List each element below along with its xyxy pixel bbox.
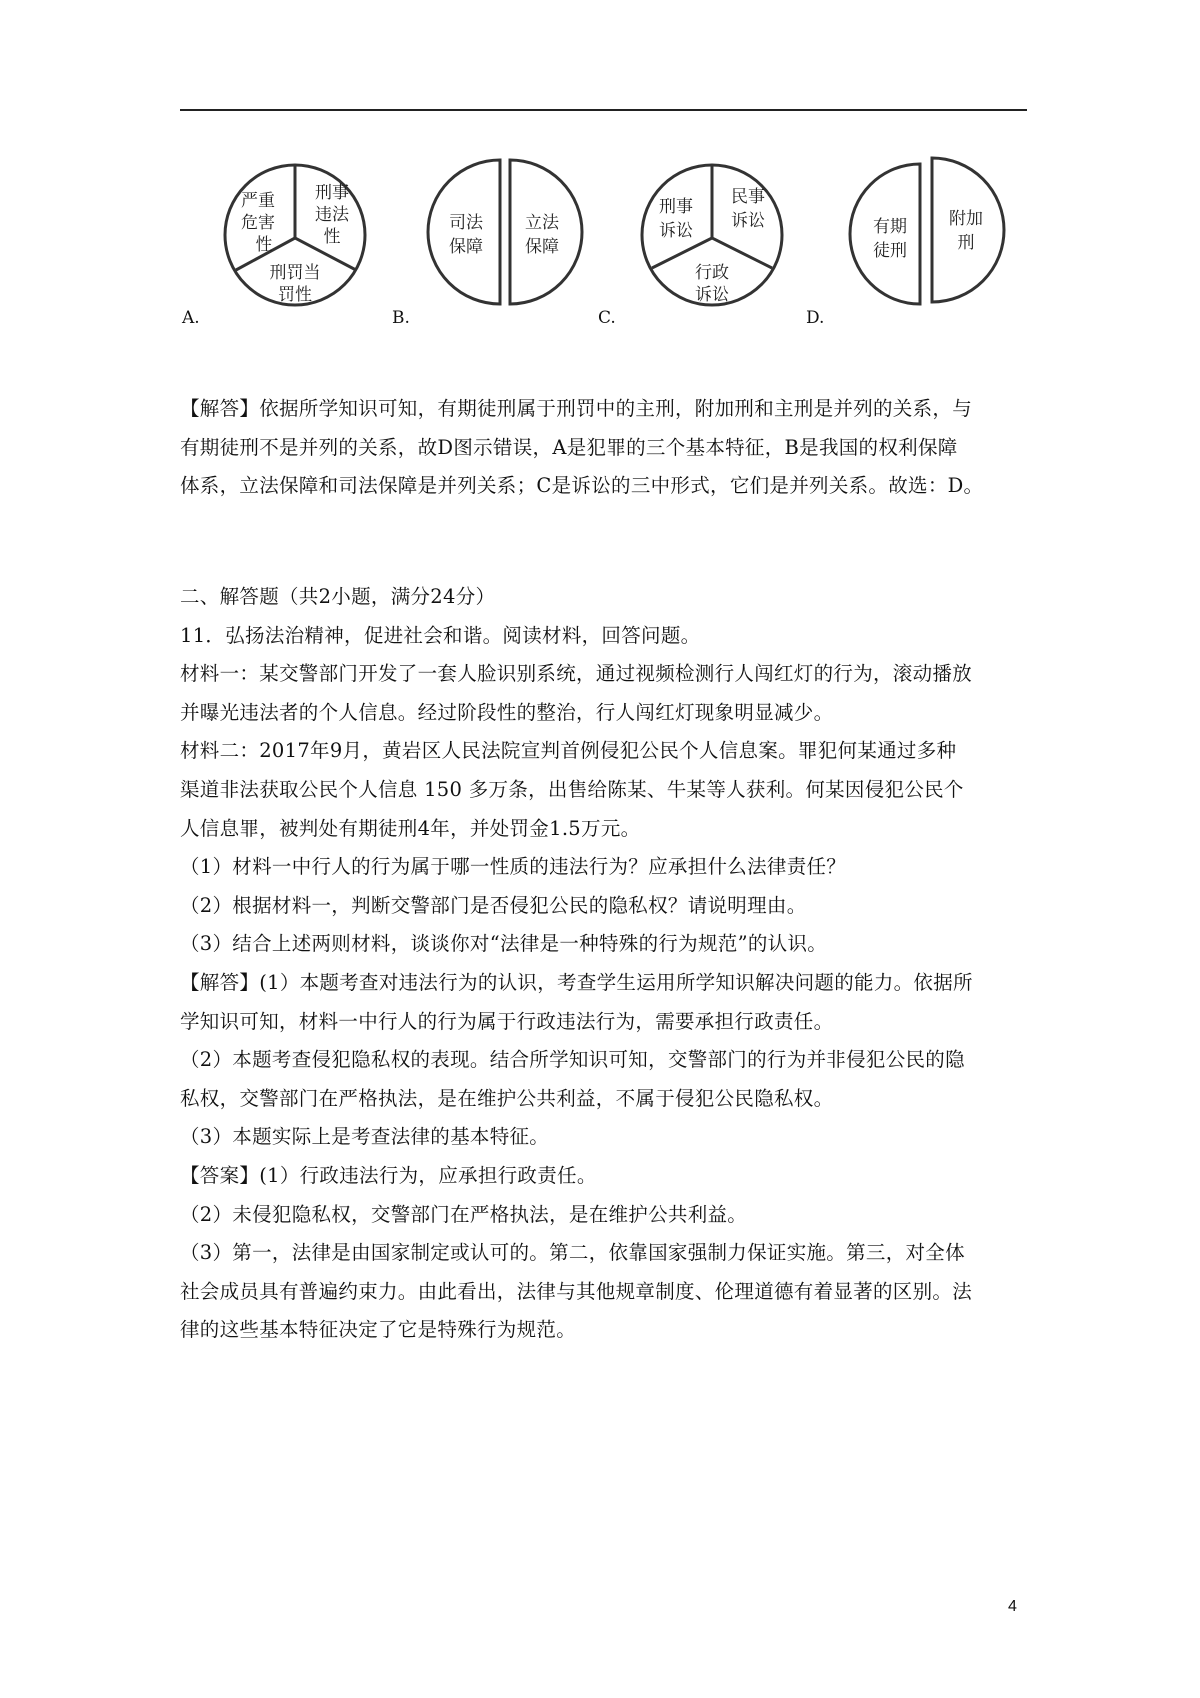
diagram-d-seg2-line1: 附加: [949, 209, 983, 229]
diagram-a-seg1-line2: 危害: [241, 213, 275, 233]
diagram-b: [418, 150, 588, 330]
option-b-label: B.: [392, 308, 410, 328]
diagram-a-seg1-line3: 性: [255, 235, 273, 255]
section-two: [180, 578, 1030, 1350]
material-line: 人信息罪，被判处有期徒刑4年，并处罚金1.5万元。: [180, 816, 641, 840]
diagram-d-seg2-line2: 刑: [957, 233, 975, 253]
sub-question: （3）结合上述两则材料，谈谈你对“法律是一种特殊的行为规范”的认识。: [180, 932, 828, 956]
diagram-b-seg2-line2: 保障: [525, 237, 559, 257]
section-heading: 二、解答题（共2小题，满分24分）: [180, 585, 496, 608]
answer-key-line: 社会成员具有普遍约束力。由此看出，法律与其他规章制度、伦理道德有着显著的区别。法: [180, 1279, 973, 1303]
answer-key-line: （3）第一，法律是由国家制定或认可的。第二，依靠国家强制力保证实施。第三，对全体: [180, 1241, 965, 1265]
diagram-c-seg1-line2: 诉讼: [659, 221, 693, 241]
material-line: 并曝光违法者的个人信息。经过阶段性的整治，行人闯红灯现象明显减少。: [180, 700, 834, 724]
diagram-c-seg1-line1: 刑事: [659, 197, 693, 217]
diagram-c-seg2-line2: 诉讼: [731, 211, 765, 231]
option-diagrams: [180, 150, 1040, 330]
diagram-b-seg1-line1: 司法: [449, 213, 483, 233]
diagram-c-seg3-line2: 诉讼: [695, 285, 729, 305]
material-line: 材料二：2017年9月，黄岩区人民法院宣判首例侵犯公民个人信息案。罪犯何某通过多种: [180, 739, 957, 763]
answer-line: 有期徒刑不是并列的关系，故D图示错误，A是犯罪的三个基本特征，B是我国的权利保障: [180, 435, 958, 459]
sub-question: （1）材料一中行人的行为属于哪一性质的违法行为？应承担什么法律责任？: [180, 855, 847, 879]
answer-line: 体系，立法保障和司法保障是并列关系；C是诉讼的三中形式，它们是并列关系。故选：D。: [180, 474, 984, 497]
diagram-c-seg3-line1: 行政: [695, 263, 729, 283]
diagram-b-seg1-line2: 保障: [449, 237, 483, 257]
question-11: 11．弘扬法治精神，促进社会和谐。阅读材料，回答问题。: [180, 623, 701, 647]
diagram-d: [842, 150, 1012, 330]
solution-line: （2）本题考查侵犯隐私权的表现。结合所学知识可知，交警部门的行为并非侵犯公民的隐: [180, 1048, 965, 1072]
answer-line: 【解答】依据所学知识可知，有期徒刑属于刑罚中的主刑，附加刑和主刑是并列的关系，与: [180, 397, 973, 420]
diagram-a-seg2-line3: 性: [323, 227, 341, 247]
diagram-a-seg1-line1: 严重: [241, 191, 275, 211]
diagram-a-seg3-line1: 刑罚当: [269, 263, 321, 283]
diagram-a-seg2-line1: 刑事: [315, 183, 349, 203]
diagram-b-seg2-line1: 立法: [525, 213, 559, 233]
diagram-a: [220, 150, 370, 330]
solution-line: （3）本题实际上是考查法律的基本特征。: [180, 1125, 550, 1149]
material-line: 渠道非法获取公民个人信息 150 多万条，出售给陈某、牛某等人获利。何某因侵犯公民个: [180, 777, 964, 801]
option-a-label: A.: [182, 308, 200, 328]
option-d-label: D.: [806, 308, 825, 328]
solution-line: 学知识可知，材料一中行人的行为属于行政违法行为，需要承担行政责任。: [180, 1009, 834, 1033]
diagram-c-seg2-line1: 民事: [731, 187, 765, 207]
answer-key-line: 律的这些基本特征决定了它是特殊行为规范。: [180, 1318, 577, 1342]
header-rule: [180, 109, 1027, 111]
option-c-label: C.: [598, 308, 616, 328]
diagram-a-seg3-line2: 罚性: [278, 285, 312, 305]
material-line: 材料一：某交警部门开发了一套人脸识别系统，通过视频检测行人闯红灯的行为，滚动播放: [180, 662, 973, 686]
diagram-a-seg2-line2: 违法: [315, 205, 349, 225]
diagram-d-seg1-line2: 徒刑: [873, 241, 907, 261]
answer-paragraph: [180, 390, 1030, 506]
sub-question: （2）根据材料一，判断交警部门是否侵犯公民的隐私权？请说明理由。: [180, 893, 807, 917]
diagram-c: [632, 150, 792, 330]
diagram-d-seg1-line1: 有期: [873, 217, 907, 237]
page-number: 4: [1008, 1598, 1017, 1615]
solution-line: 【解答】(1）本题考查对违法行为的认识，考查学生运用所学知识解决问题的能力。依据所: [180, 970, 973, 994]
answer-key-line: 【答案】(1）行政违法行为，应承担行政责任。: [180, 1163, 597, 1187]
solution-line: 私权，交警部门在严格执法，是在维护公共利益，不属于侵犯公民隐私权。: [180, 1086, 834, 1110]
answer-key-line: （2）未侵犯隐私权，交警部门在严格执法，是在维护公共利益。: [180, 1202, 748, 1226]
